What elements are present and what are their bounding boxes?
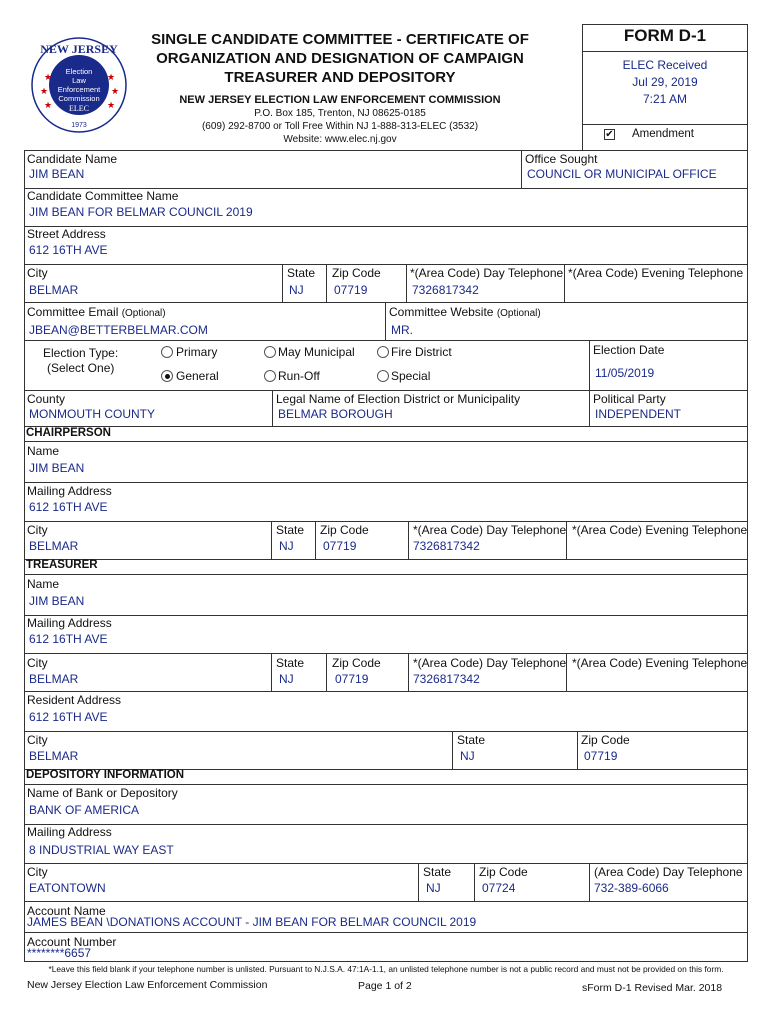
resident-city-field[interactable]: BELMAR [29, 749, 79, 763]
resident-city-label: City [27, 733, 48, 747]
committee-website-label: Committee Website (Optional) [389, 305, 541, 319]
elec-received-label: ELEC Received [622, 58, 708, 72]
election-type-hint: (Select One) [47, 361, 115, 375]
party-field[interactable]: INDEPENDENT [595, 407, 682, 421]
state-field[interactable]: NJ [289, 283, 304, 297]
county-field[interactable]: MONMOUTH COUNTY [29, 407, 155, 421]
candidate-name-label: Candidate Name [27, 152, 118, 166]
treasurer-mailing-field[interactable]: 612 16TH AVE [29, 632, 108, 646]
svg-text:Commission: Commission [58, 94, 100, 103]
svg-text:ELEC: ELEC [69, 104, 89, 113]
svg-text:★: ★ [40, 86, 49, 96]
chair-day-telephone-label: *(Area Code) Day Telephone [413, 523, 567, 537]
chair-zip-label: Zip Code [320, 523, 369, 537]
treasurer-name-field[interactable]: JIM BEAN [29, 594, 85, 608]
bank-telephone-field[interactable]: 732-389-6066 [594, 881, 669, 895]
elec-received-time: 7:21 AM [642, 92, 688, 106]
account-number-field[interactable]: ********6657 [27, 946, 92, 960]
candidate-name-field[interactable]: JIM BEAN [29, 167, 85, 181]
district-field[interactable]: BELMAR BOROUGH [278, 407, 393, 421]
committee-name-label: Candidate Committee Name [27, 189, 179, 203]
form-title-line-2: ORGANIZATION AND DESIGNATION OF CAMPAIGN [156, 50, 524, 67]
bank-city-label: City [27, 865, 48, 879]
agency-website: Website: www.elec.nj.gov [283, 134, 397, 145]
bank-state-label: State [423, 865, 452, 879]
treasurer-zip-field[interactable]: 07719 [335, 672, 369, 686]
treasurer-mailing-label: Mailing Address [27, 616, 112, 630]
bank-mailing-label: Mailing Address [27, 825, 112, 839]
svg-text:★: ★ [44, 100, 53, 110]
resident-zip-label: Zip Code [581, 733, 630, 747]
radio-primary-label: Primary [176, 345, 218, 359]
day-telephone-field[interactable]: 7326817342 [412, 283, 479, 297]
county-label: County [27, 392, 66, 406]
svg-text:Enforcement: Enforcement [57, 85, 101, 94]
svg-text:★: ★ [111, 86, 120, 96]
zip-label: Zip Code [332, 266, 381, 280]
radio-run-off-label: Run-Off [278, 369, 320, 383]
committee-email-label: Committee Email (Optional) [27, 305, 166, 319]
city-field[interactable]: BELMAR [29, 283, 79, 297]
account-name-field[interactable]: JAMES BEAN \DONATIONS ACCOUNT - JIM BEAN FOR BELMAR COUNCIL 2019 [27, 915, 477, 929]
chair-state-field[interactable]: NJ [279, 539, 294, 553]
svg-text:1973: 1973 [71, 122, 87, 129]
party-label: Political Party [593, 392, 666, 406]
form-title-line-3: TREASURER AND DEPOSITORY [224, 69, 456, 86]
city-label: City [27, 266, 48, 280]
radio-special[interactable] [377, 370, 389, 382]
chair-mailing-label: Mailing Address [27, 484, 112, 498]
street-address-field[interactable]: 612 16TH AVE [29, 243, 108, 257]
bank-name-field[interactable]: BANK OF AMERICA [29, 803, 140, 817]
chair-zip-field[interactable]: 07719 [323, 539, 357, 553]
office-sought-field[interactable]: COUNCIL OR MUNICIPAL OFFICE [527, 167, 717, 181]
committee-email-field[interactable]: JBEAN@BETTERBELMAR.COM [29, 323, 208, 337]
telephone-note: *Leave this field blank if your telephone number is unlisted. Pursuant to N.J.S.A. 47:1A-1.1, an unlisted telephone number is not a public record and must not be provided on this form. [48, 964, 724, 974]
election-date-field[interactable]: 11/05/2019 [595, 366, 655, 380]
chair-mailing-field[interactable]: 612 16TH AVE [29, 500, 108, 514]
page-number: Page 1 of 2 [358, 980, 412, 992]
amendment-label: Amendment [632, 128, 695, 140]
treasurer-name-label: Name [27, 577, 60, 591]
radio-fire-district[interactable] [377, 346, 389, 358]
bank-mailing-field[interactable]: 8 INDUSTRIAL WAY EAST [29, 843, 174, 857]
svg-text:NEW JERSEY: NEW JERSEY [40, 42, 118, 56]
elec-received-date: Jul 29, 2019 [632, 75, 698, 89]
treasurer-state-label: State [276, 656, 305, 670]
day-telephone-label: *(Area Code) Day Telephone [410, 266, 564, 280]
radio-may-municipal-label: May Municipal [278, 345, 355, 359]
chair-name-label: Name [27, 444, 60, 458]
radio-fire-district-label: Fire District [391, 345, 452, 359]
radio-primary[interactable] [161, 346, 173, 358]
resident-state-field[interactable]: NJ [460, 749, 475, 763]
amendment-checkbox[interactable]: ✔ [605, 129, 614, 140]
elec-seal [30, 36, 128, 134]
resident-address-label: Resident Address [27, 693, 122, 707]
account-name-label: Account Name [27, 904, 106, 918]
bank-zip-label: Zip Code [479, 865, 528, 879]
treasurer-section-title: TREASURER [26, 559, 98, 571]
radio-general[interactable] [161, 370, 173, 382]
account-number-label: Account Number [27, 935, 117, 949]
election-date-label: Election Date [593, 343, 665, 357]
treasurer-zip-label: Zip Code [332, 656, 381, 670]
footer-agency: New Jersey Election Law Enforcement Commission [27, 979, 268, 991]
office-sought-label: Office Sought [525, 152, 598, 166]
zip-field[interactable]: 07719 [334, 283, 368, 297]
resident-address-field[interactable]: 612 16TH AVE [29, 710, 108, 724]
chair-city-label: City [27, 523, 48, 537]
agency-phone: (609) 292-8700 or Toll Free Within NJ 1-888-313-ELEC (3532) [201, 121, 479, 132]
form-id: FORM D-1 [623, 26, 707, 45]
agency-name: NEW JERSEY ELECTION LAW ENFORCEMENT COMMISSION [179, 94, 501, 106]
radio-special-label: Special [391, 369, 431, 383]
bank-state-field[interactable]: NJ [426, 881, 441, 895]
treasurer-day-telephone-field[interactable]: 7326817342 [413, 672, 480, 686]
resident-state-label: State [457, 733, 486, 747]
radio-may-municipal[interactable] [264, 346, 276, 358]
bank-zip-field[interactable]: 07724 [482, 881, 516, 895]
chairperson-section-title: CHAIRPERSON [26, 427, 111, 439]
resident-zip-field[interactable]: 07719 [584, 749, 618, 763]
treasurer-day-telephone-label: *(Area Code) Day Telephone [413, 656, 567, 670]
chair-evening-telephone-label: *(Area Code) Evening Telephone [572, 523, 748, 537]
depository-section-title: DEPOSITORY INFORMATION [26, 769, 185, 781]
treasurer-evening-telephone-label: *(Area Code) Evening Telephone [572, 656, 748, 670]
chair-state-label: State [276, 523, 305, 537]
treasurer-state-field[interactable]: NJ [279, 672, 294, 686]
bank-telephone-label: (Area Code) Day Telephone [594, 865, 743, 879]
treasurer-city-label: City [27, 656, 48, 670]
bank-city-field[interactable]: EATONTOWN [29, 881, 106, 895]
radio-general-label: General [176, 369, 219, 383]
form-title-line-1: SINGLE CANDIDATE COMMITTEE - CERTIFICATE OF [151, 31, 529, 48]
committee-name-field[interactable]: JIM BEAN FOR BELMAR COUNCIL 2019 [29, 205, 253, 219]
radio-run-off[interactable] [264, 370, 276, 382]
district-label: Legal Name of Election District or Municipality [276, 392, 521, 406]
svg-text:Law: Law [72, 76, 86, 85]
chair-name-field[interactable]: JIM BEAN [29, 461, 85, 475]
svg-text:★: ★ [44, 72, 53, 82]
form-revision: sForm D-1 Revised Mar. 2018 [582, 982, 723, 994]
agency-address: P.O. Box 185, Trenton, NJ 08625-0185 [254, 108, 426, 119]
svg-text:★: ★ [107, 72, 116, 82]
svg-text:★: ★ [107, 100, 116, 110]
election-type-label: Election Type: [43, 346, 119, 360]
state-label: State [287, 266, 316, 280]
street-address-label: Street Address [27, 227, 106, 241]
treasurer-city-field[interactable]: BELMAR [29, 672, 79, 686]
svg-text:Election: Election [65, 67, 93, 76]
bank-name-label: Name of Bank or Depository [27, 786, 178, 800]
evening-telephone-label: *(Area Code) Evening Telephone [568, 266, 744, 280]
committee-website-field[interactable]: MR. [391, 323, 413, 337]
chair-city-field[interactable]: BELMAR [29, 539, 79, 553]
chair-day-telephone-field[interactable]: 7326817342 [413, 539, 480, 553]
